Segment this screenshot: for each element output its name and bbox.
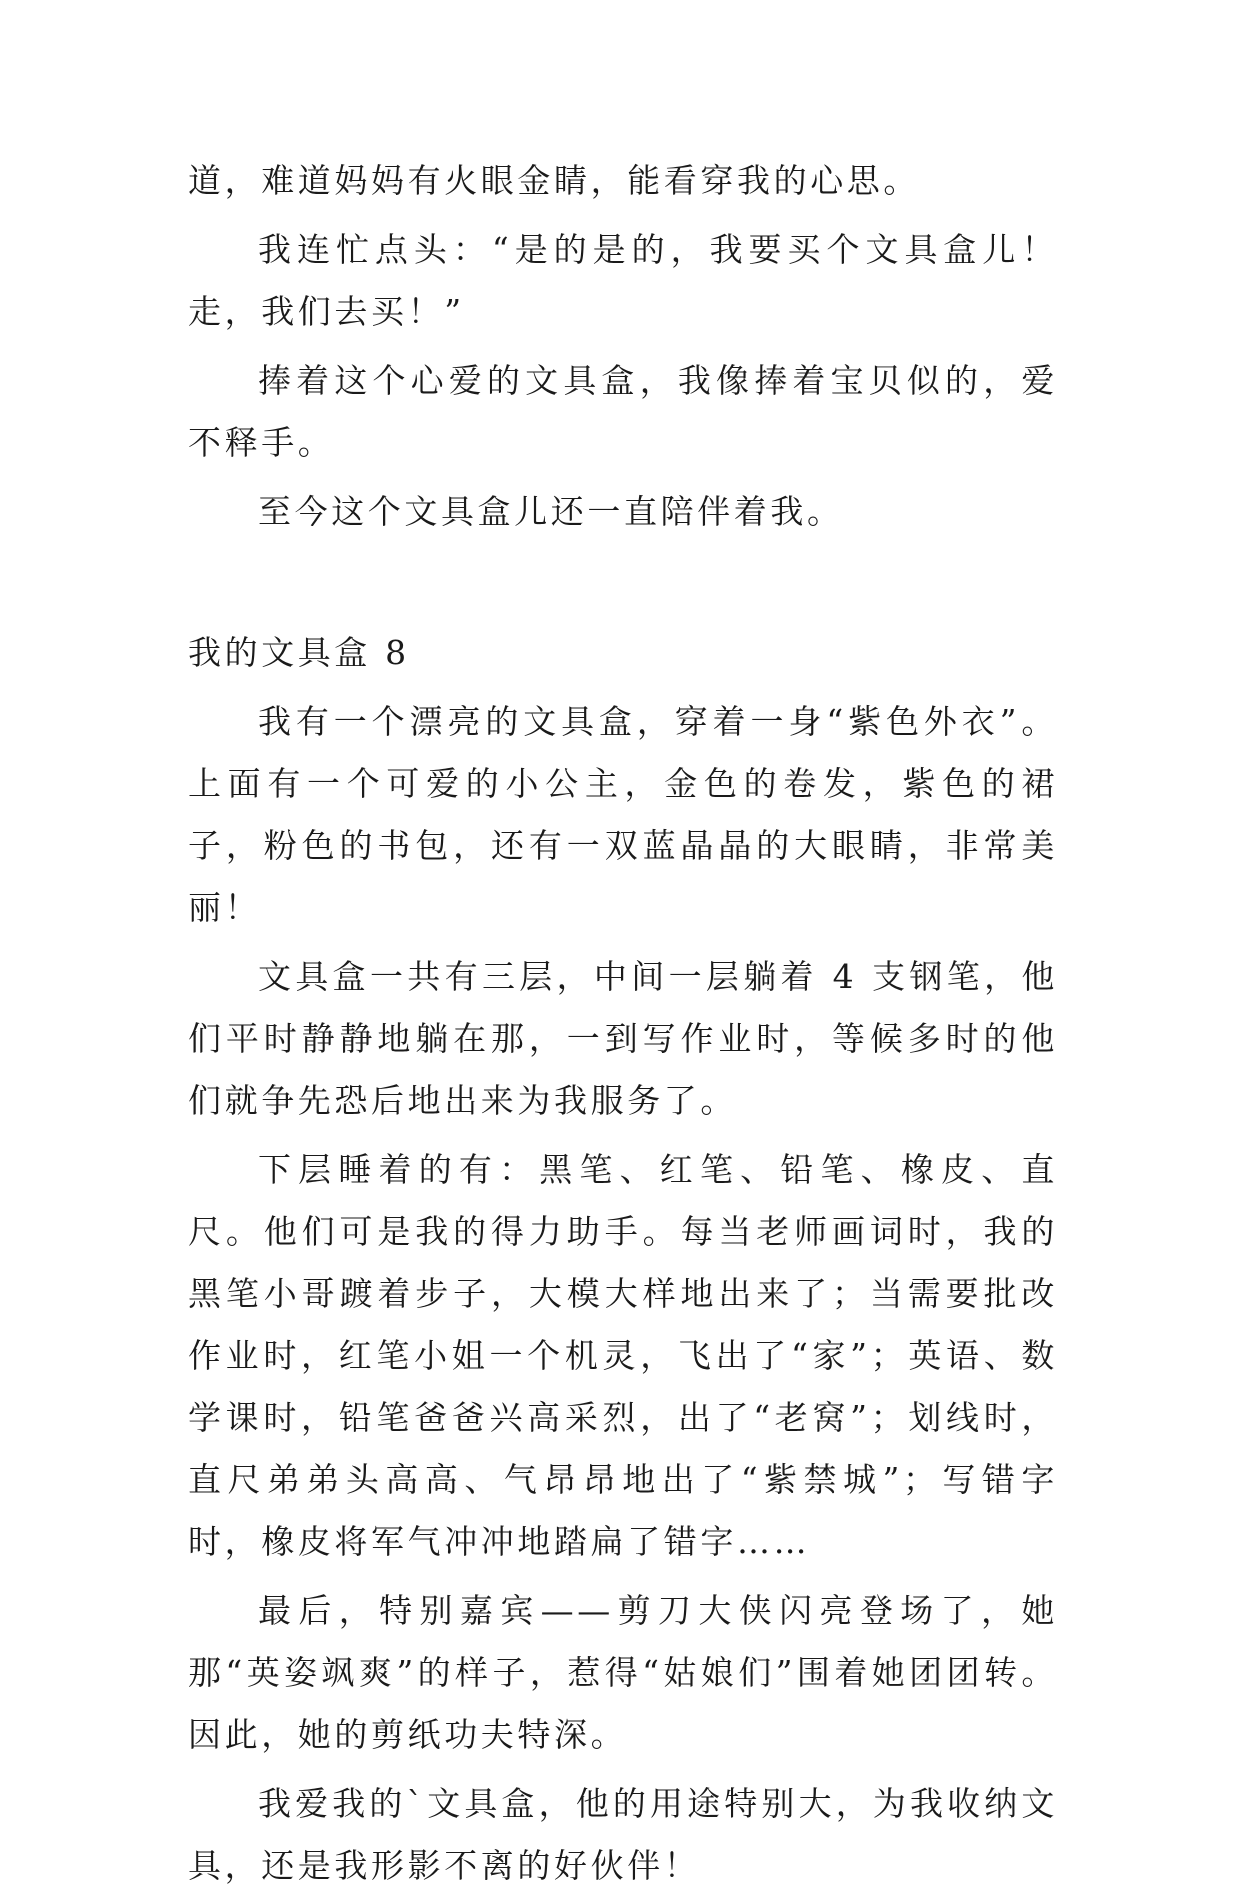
paragraph-continuation: 道，难道妈妈有火眼金睛，能看穿我的心思。	[188, 161, 920, 200]
document-page	[188, 150, 1058, 1904]
paragraph: 我有一个漂亮的文具盒，穿着一身“紫色外衣”。上面有一个可爱的小公主，金色的卷发，紫色的裙子，粉色的书包，还有一双蓝晶晶的大眼睛，非常美丽！	[188, 702, 1058, 927]
paragraph: 至今这个文具盒儿还一直陪伴着我。	[258, 492, 844, 531]
paragraph: 最后，特别嘉宾——剪刀大侠闪亮登场了，她那“英姿飒爽”的样子，惹得“姑娘们”围着她团团转。因此，她的剪纸功夫特深。	[188, 1591, 1058, 1754]
section-spacer	[188, 550, 1058, 622]
section-title: 我的文具盒 8	[188, 633, 410, 672]
paragraph: 捧着这个心爱的文具盒，我像捧着宝贝似的，爱不释手。	[188, 361, 1058, 462]
paragraph: 我连忙点头：“是的是的，我要买个文具盒儿！走，我们去买！”	[188, 230, 1058, 331]
paragraph: 下层睡着的有：黑笔、红笔、铅笔、橡皮、直尺。他们可是我的得力助手。每当老师画词时，我的黑笔小哥踱着步子，大模大样地出来了；当需要批改作业时，红笔小姐一个机灵，飞出了“家”；英语、数学课时，铅笔爸爸兴高采烈，出了“老窝”；划线时，直尺弟弟头高高、气昂昂地出了“紫禁城”；写错字时，橡皮将军气冲冲地踏扁了错字……	[188, 1150, 1058, 1561]
paragraph: 我爱我的`文具盒，他的用途特别大，为我收纳文具，还是我形影不离的好伙伴！	[188, 1784, 1058, 1885]
paragraph: 文具盒一共有三层，中间一层躺着 4 支钢笔，他们平时静静地躺在那，一到写作业时，等候多时的他们就争先恐后地出来为我服务了。	[188, 957, 1058, 1120]
